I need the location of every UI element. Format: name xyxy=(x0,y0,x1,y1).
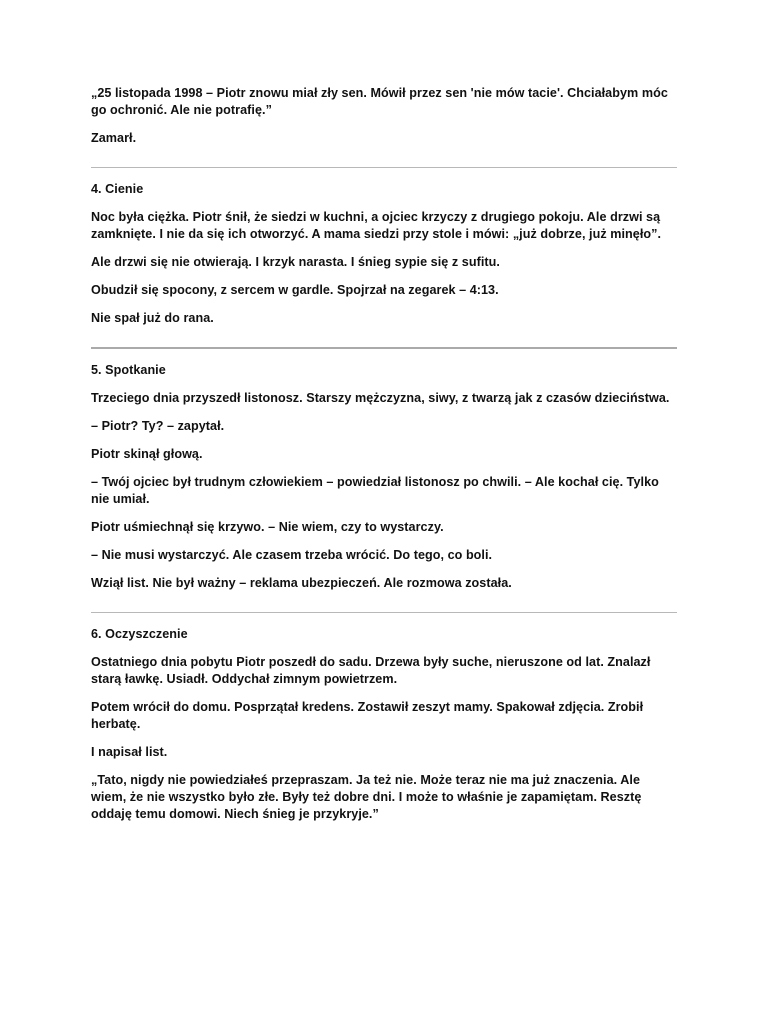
paragraph: Piotr uśmiechnął się krzywo. – Nie wiem, czy to wystarczy. xyxy=(91,520,444,534)
reaction-line: Zamarł. xyxy=(91,131,137,145)
paragraph: I napisał list. xyxy=(91,745,168,759)
paragraph: Obudził się spocony, z sercem w gardle. Spojrzał na zegarek – 4:13. xyxy=(91,283,499,297)
paragraph: – Twój ojciec był trudnym człowiekiem – powiedział listonosz po chwili. – Ale kochał cię. Tylko nie umiał. xyxy=(91,475,659,506)
diary-quote: „25 listopada 1998 – Piotr znowu miał zły sen. Mówił przez sen 'nie mów tacie'. Chciałabym móc go ochronić. Ale nie potrafię.” xyxy=(91,86,668,117)
section-heading: 4. Cienie xyxy=(91,182,144,196)
paragraph: Ale drzwi się nie otwierają. I krzyk narasta. I śnieg sypie się z sufitu. xyxy=(91,255,500,269)
intro-section xyxy=(91,85,677,147)
section-divider xyxy=(91,612,677,613)
section-cienie xyxy=(91,181,677,327)
section-heading: 5. Spotkanie xyxy=(91,363,166,377)
section-spotkanie xyxy=(91,362,677,592)
paragraph: Wziął list. Nie był ważny – reklama ubezpieczeń. Ale rozmowa została. xyxy=(91,576,512,590)
section-oczyszczenie xyxy=(91,626,677,823)
paragraph: Potem wrócił do domu. Posprzątał kredens. Zostawił zeszyt mamy. Spakował zdjęcia. Zrobił herbatę. xyxy=(91,700,644,731)
paragraph: – Nie musi wystarczyć. Ale czasem trzeba wrócić. Do tego, co boli. xyxy=(91,548,493,562)
paragraph: Trzeciego dnia przyszedł listonosz. Starszy mężczyzna, siwy, z twarzą jak z czasów dzieciństwa. xyxy=(91,391,670,405)
letter-quote: „Tato, nigdy nie powiedziałeś przepraszam. Ja też nie. Może teraz nie ma już znaczenia. Ale wiem, że nie wszystko było złe. Były też dobre dni. I może to właśnie je zapamiętam. Resztę oddaję temu domowi. Niech śnieg je przykryje.” xyxy=(91,773,642,821)
section-divider xyxy=(91,167,677,168)
section-heading: 6. Oczyszczenie xyxy=(91,627,188,641)
paragraph: – Piotr? Ty? – zapytał. xyxy=(91,419,225,433)
paragraph: Noc była ciężka. Piotr śnił, że siedzi w kuchni, a ojciec krzyczy z drugiego pokoju. Ale drzwi są zamknięte. I nie da się ich otworzyć. A mama siedzi przy stole i mówi: „już dobrze, już minęło”. xyxy=(91,210,662,241)
paragraph: Ostatniego dnia pobytu Piotr poszedł do sadu. Drzewa były suche, nieruszone od lat. Znalazł starą ławkę. Usiadł. Oddychał zimnym powietrzem. xyxy=(91,655,651,686)
paragraph: Nie spał już do rana. xyxy=(91,311,214,325)
section-divider xyxy=(91,347,677,349)
paragraph: Piotr skinął głową. xyxy=(91,447,203,461)
